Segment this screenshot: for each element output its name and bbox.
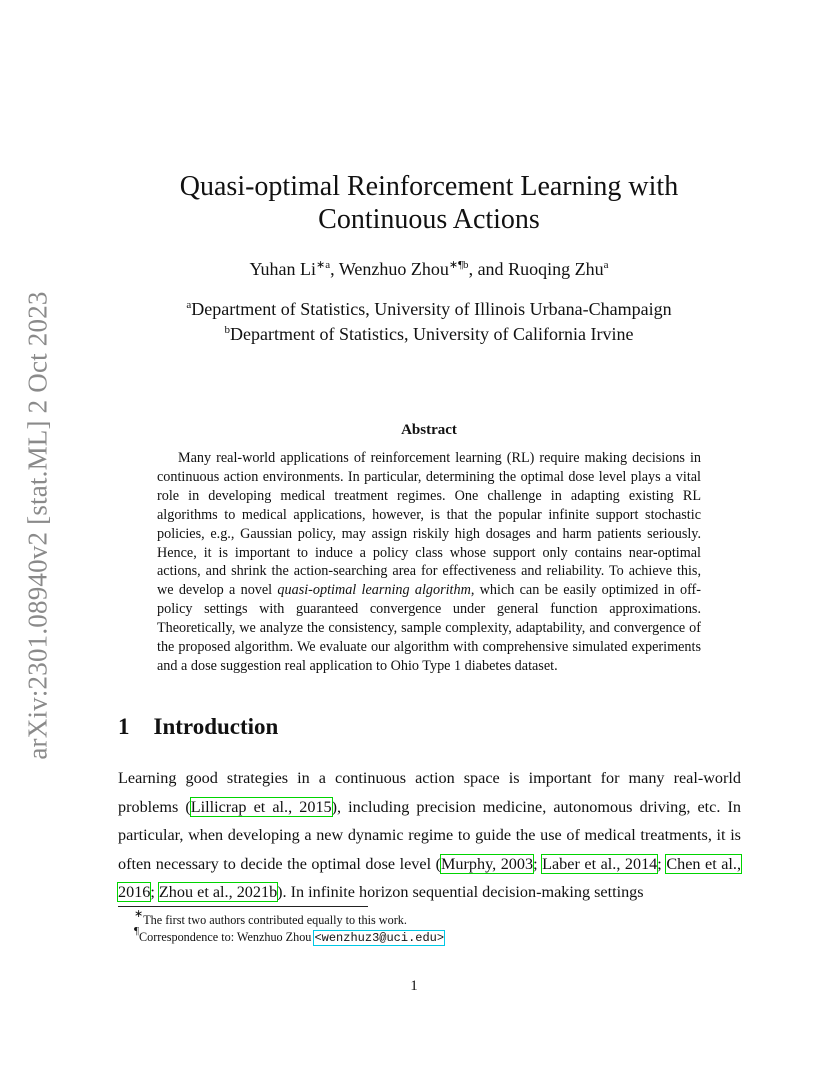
- abstract-text: Many real-world applications of reinforcement learning (RL) require making decisions in continuous action environments. In particular, determining the optimal dose level plays a vital role in developing medical treatment regimes. One challenge in adapting existing RL algorithms to medical applications, however, is that the popular infinite support stochastic policies, e.g., Gaussian policy, may assign riskily high dosages and harm patients seriously. Hence, it is important to induce a policy class whose support only contains near-optimal actions, and shrink the action-searching area for effectiveness and reliability. To achieve this, we develop a novel: [157, 450, 701, 599]
- section-title: Introduction: [153, 714, 279, 739]
- citation-link[interactable]: Lillicrap et al., 2015: [190, 797, 332, 816]
- author-name: Yuhan Li: [249, 259, 317, 279]
- author-mark: ∗a: [316, 259, 331, 271]
- affiliation-b: [118, 324, 740, 345]
- citation-link[interactable]: Murphy, 2003: [441, 854, 534, 873]
- footnote-correspondence: [134, 925, 445, 947]
- footnotes: [134, 908, 445, 947]
- citation-link[interactable]: Zhou et al., 2021b: [158, 883, 278, 902]
- intro-text: ;: [533, 854, 543, 873]
- intro-text: Learning good strategies in a continuous action space is important for many real-world problems (: [118, 769, 741, 816]
- affiliation-mark: a: [186, 299, 192, 311]
- intro-paragraph: [118, 764, 741, 907]
- footnote-divider: [118, 906, 368, 907]
- citation-link[interactable]: Chen et al., 2016: [118, 854, 742, 902]
- abstract-heading: Abstract: [401, 422, 457, 438]
- affiliation-text: Department of Statistics, University of Illinois Urbana-Champaign: [191, 299, 672, 319]
- footnote-text: Correspondence to: Wenzhuo Zhou: [138, 930, 315, 944]
- author-name: Ruoqing Zhu: [508, 259, 604, 279]
- footnote-mark: ¶: [134, 925, 139, 937]
- intro-text: ;: [150, 883, 159, 902]
- section-number: 1: [118, 714, 130, 739]
- author-mark: a: [603, 259, 609, 271]
- title-line-1: Quasi-optimal Reinforcement Learning with: [179, 171, 679, 202]
- paper-title: [118, 170, 740, 236]
- intro-text: ), including precision medicine, autonomous driving, etc. In particular, when developing a new dynamic regime to guide the use of medical treatments, it is often necessary to decide the optimal dose level (: [118, 797, 742, 873]
- page-number: 1: [410, 978, 418, 994]
- arxiv-id-text: arXiv:2301.08940v2 [stat.ML] 2 Oct 2023: [22, 290, 53, 760]
- affiliation-a: [118, 299, 740, 320]
- affiliation-text: Department of Statistics, University of California Irvine: [230, 324, 634, 344]
- abstract-text: , which can be easily optimized in off-policy settings with guaranteed convergence under general function approximations. Theoretically, we analyze the consistency, sample complexity, adaptability, and convergence of the proposed algorithm. We evaluate our algorithm with comprehensive simulated experiments and a dose suggestion real application to Ohio Type 1 diabetes dataset.: [157, 582, 701, 674]
- abstract-body: [157, 449, 701, 676]
- footnote-text: The first two authors contributed equally to this work.: [143, 913, 407, 927]
- footnote-equal-contribution: [134, 908, 444, 929]
- footnote-mark: ∗: [134, 908, 144, 920]
- author-list: [118, 259, 740, 280]
- author-separator: ,: [330, 259, 339, 279]
- abstract-emphasis: quasi-optimal learning algorithm: [277, 582, 471, 599]
- author-mark: ∗¶b: [448, 259, 469, 271]
- affiliation-mark: b: [224, 324, 231, 336]
- author-separator: , and: [468, 259, 509, 279]
- section-heading: [118, 714, 278, 740]
- title-line-2: Continuous Actions: [318, 204, 540, 235]
- citation-link[interactable]: Laber et al., 2014: [542, 854, 658, 873]
- intro-text: ;: [657, 854, 667, 873]
- intro-text: ). In infinite horizon sequential decision-making settings: [277, 883, 644, 902]
- author-name: Wenzhuo Zhou: [338, 259, 449, 279]
- email-link[interactable]: <wenzhuz3@uci.edu>: [314, 931, 445, 945]
- arxiv-stamp: [21, 290, 55, 760]
